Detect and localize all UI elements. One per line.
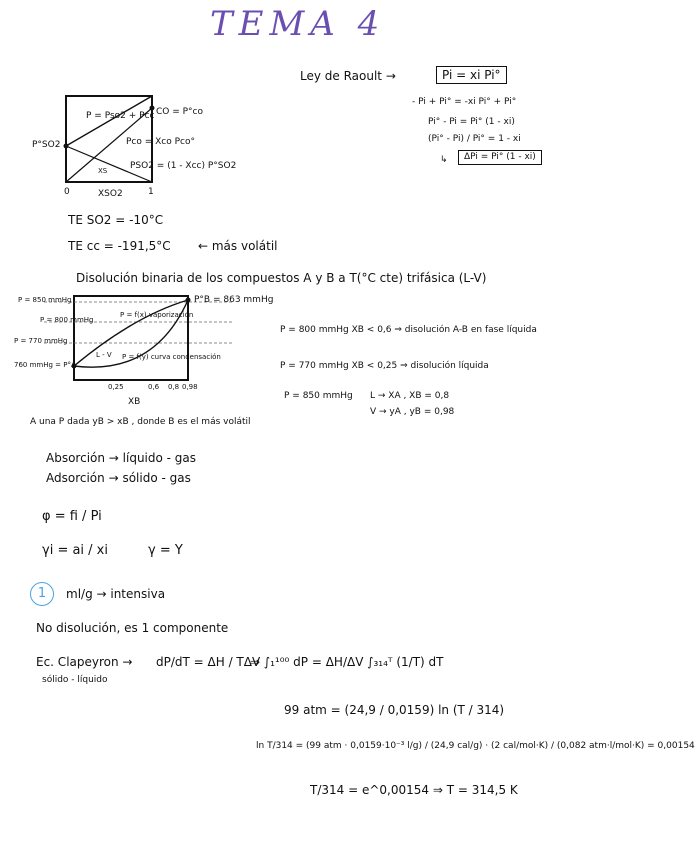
x-tick-025: 0,25 — [108, 383, 124, 391]
solution-step1: 99 atm = (24,9 / 0,0159) ln (T / 314) — [284, 703, 505, 717]
gamma-def: γi = ai / xi — [42, 543, 108, 558]
binary-axis-x: XB — [128, 397, 141, 407]
co-point — [150, 106, 155, 111]
clapeyron-eq: dP/dT = ΔH / TΔV — [156, 655, 261, 669]
binary-heading: Disolución binaria de los compuestos A y B a T(°C cte) trifásica (L-V) — [76, 271, 487, 285]
raoult-step-1: - Pi + Pi° = -xi Pi° + Pi° — [412, 97, 517, 107]
diagram1-axis-x: XSO2 — [98, 189, 123, 199]
adsorcion-def: Adsorción → sólido - gas — [46, 471, 191, 485]
diagram1-top-right: CO = P°co — [156, 107, 204, 117]
solution-step3: T/314 = e^0,00154 ⇒ T = 314,5 K — [310, 783, 518, 797]
diagram1-xs: XS — [98, 167, 108, 175]
problem-line1: No disolución, es 1 componente — [36, 621, 229, 635]
y-label-850: P = 850 mmHg — [18, 296, 72, 304]
absorcion-def: Absorción → líquido - gas — [46, 451, 197, 465]
raoult-label: Ley de Raoult → — [300, 69, 396, 83]
te-cc: TE cc = -191,5°C — [68, 239, 171, 253]
clapeyron-label: Ec. Clapeyron → — [36, 655, 133, 669]
curve-mid-label: L - V — [96, 351, 112, 359]
condition-770: P = 770 mmHg XB < 0,25 ⇒ disolución líquida — [280, 361, 489, 371]
clapeyron-integral: ⇒ ∫₁¹⁰⁰ dP = ΔH/ΔV ∫₃₁₄ᵀ (1/T) dT — [250, 655, 444, 669]
te-so2: TE SO2 = -10°C — [68, 213, 164, 227]
y-label-770: P = 770 mmHg — [14, 337, 68, 345]
condition-850: P = 850 mmHg — [284, 391, 353, 401]
diagram1-left-label: P°SO2 — [32, 140, 61, 150]
so2-point — [64, 144, 69, 149]
raoult-formula: Pi = xi Pi° — [436, 66, 507, 84]
pb-point — [186, 298, 191, 303]
y-label-800: P = 800 mmHg — [40, 316, 94, 324]
phi-def: φ = fi / Pi — [42, 509, 102, 524]
condition-800: P = 800 mmHg XB < 0,6 ⇒ disolución A-B en fase líquida — [280, 325, 537, 335]
diagram1-axis-0: 0 — [64, 187, 70, 197]
x-tick-08: 0,8 — [168, 383, 180, 391]
curve-bottom-label: P = f(y) curva condensación — [122, 353, 221, 361]
raoult-result: ΔPi = Pi° (1 - xi) — [458, 150, 542, 165]
curve-top-label: P = f(x) vaporización — [120, 311, 194, 319]
raoult-step-2: Pi° - Pi = Pi° (1 - xi) — [428, 117, 515, 127]
problem-number: 1 — [30, 582, 54, 606]
gamma-eq: γ = Y — [148, 543, 183, 558]
binary-note: A una P dada yB > xB , donde B es el más volátil — [30, 417, 251, 427]
clapeyron-sub: sólido - líquido — [42, 675, 108, 685]
raoult-arrow: ↳ — [440, 155, 448, 165]
diagram1-pso: PSO2 = (1 - Xcc) P°SO2 — [130, 161, 237, 171]
branch-liquid: L → XA , XB = 0,8 — [370, 391, 450, 401]
x-tick-06: 0,6 — [148, 383, 160, 391]
problem-header: ml/g → intensiva — [66, 587, 166, 601]
solution-step2: ln T/314 = (99 atm · 0,0159·10⁻³ l/g) / (24,9 cal/g) · (2 cal/mol·K) / (0,082 atm·l/mol·K) = 0,00154 — [256, 741, 695, 751]
diagram1-axis-1: 1 — [148, 187, 154, 197]
branch-vapor: V → yA , yB = 0,98 — [370, 407, 455, 417]
diagram1-pco: Pco = Xco Pco° — [126, 137, 196, 147]
binary-phase-diagram — [74, 296, 194, 382]
te-cc-note: ← más volátil — [198, 239, 278, 253]
pb-label: P°B = 863 mmHg — [194, 295, 274, 305]
diagram1-p-label: P = Pso2 + Pcc — [86, 111, 155, 121]
y-label-760: 760 mmHg = P°A — [14, 361, 76, 369]
page-title: TEMA 4 — [210, 4, 386, 44]
x-tick-098: 0,98 — [182, 383, 198, 391]
raoult-step-3: (Pi° - Pi) / Pi° = 1 - xi — [428, 134, 521, 144]
